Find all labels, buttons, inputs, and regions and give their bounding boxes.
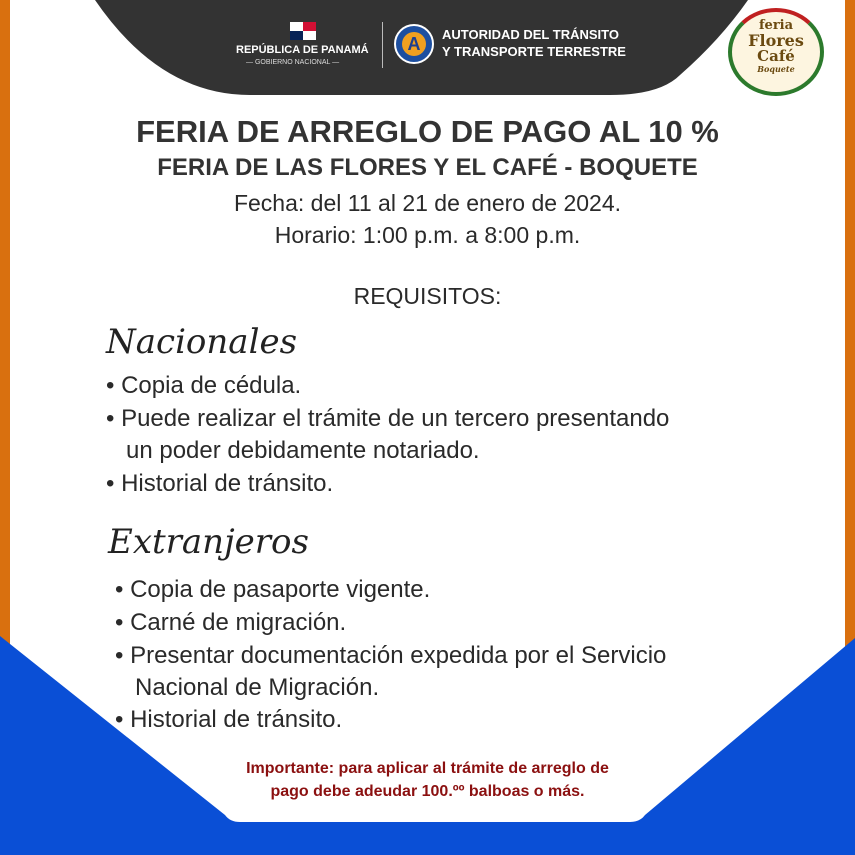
hours: Horario: 1:00 p.m. a 8:00 p.m. xyxy=(274,222,581,248)
subtitle: FERIA DE LAS FLORES Y EL CAFÉ - BOQUETE xyxy=(157,154,698,181)
authority-line2: Y TRANSPORTE TERRESTRE xyxy=(442,44,626,59)
foreigners-heading: Extranjeros xyxy=(108,522,309,562)
list-item: • Carné de migración. xyxy=(115,609,346,637)
feria-flores-cafe-logo: feria Flores Café Boquete xyxy=(728,8,824,96)
att-logo-icon: A xyxy=(394,24,434,64)
divider xyxy=(382,22,383,68)
title: FERIA DE ARREGLO DE PAGO AL 10 % xyxy=(136,114,719,149)
list-item: • Copia de cédula. xyxy=(106,372,301,400)
list-item: • Historial de tránsito. xyxy=(106,470,333,498)
orange-border-left xyxy=(0,0,10,650)
requirements-heading: REQUISITOS: xyxy=(353,283,502,309)
nationals-heading: Nacionales xyxy=(106,322,298,362)
list-item: • Puede realizar el trámite de un tercero presentando xyxy=(106,405,669,433)
date: Fecha: del 11 al 21 de enero de 2024. xyxy=(233,190,622,216)
republic-label: REPÚBLICA DE PANAMÁ xyxy=(236,44,369,56)
list-item: • Copia de pasaporte vigente. xyxy=(115,576,430,604)
authority-line1: AUTORIDAD DEL TRÁNSITO xyxy=(442,27,619,42)
panama-flag-icon xyxy=(290,22,316,40)
list-item: • Historial de tránsito. xyxy=(115,706,342,734)
list-item-continuation: un poder debidamente notariado. xyxy=(126,437,480,464)
important-note-line1: Importante: para aplicar al trámite de arreglo de xyxy=(246,760,609,777)
list-item: • Presentar documentación expedida por el Servicio xyxy=(115,642,666,670)
orange-border-right xyxy=(845,0,855,650)
list-item-continuation: Nacional de Migración. xyxy=(135,674,380,701)
important-note-line2: pago debe adeudar 100.ºº balboas o más. xyxy=(270,783,585,800)
government-label: — GOBIERNO NACIONAL — xyxy=(246,59,340,66)
